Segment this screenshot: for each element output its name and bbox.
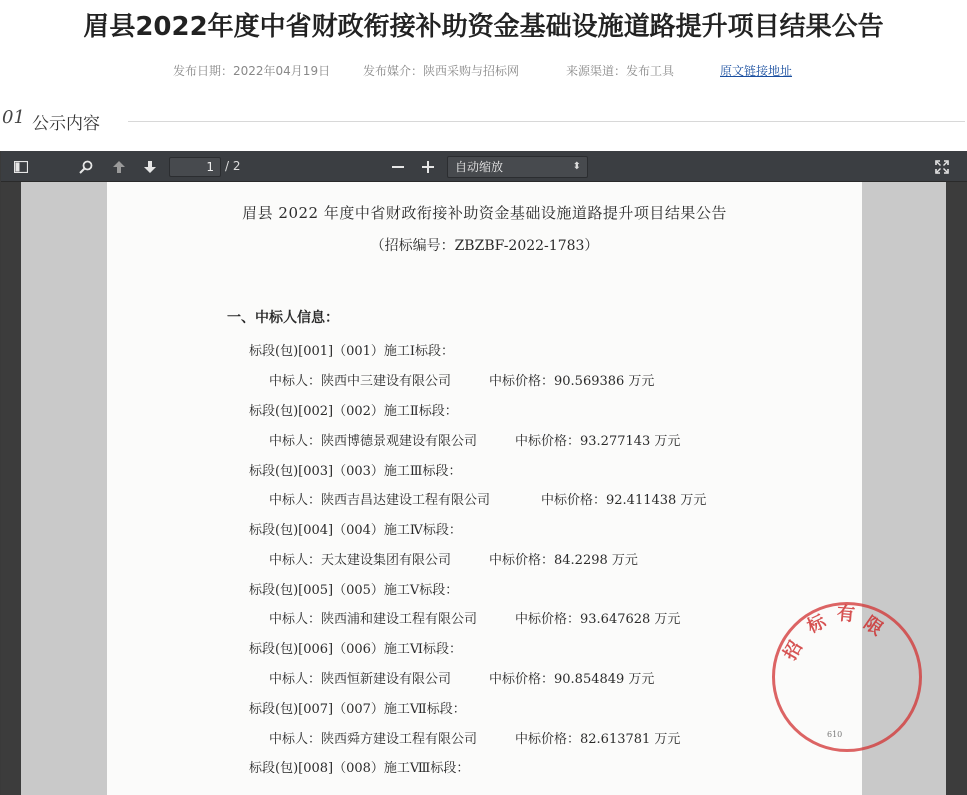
winner-line: 中标人：陕西吉昌达建设工程有限公司 <box>269 493 491 508</box>
lot-line: 标段(包)[004]（004）施工Ⅳ标段： <box>249 523 462 538</box>
winner-line: 中标人：陕西恒新建设有限公司 <box>269 672 452 687</box>
previous-page-icon[interactable] <box>106 151 132 182</box>
price-line: 中标价格：93.647628 万元 <box>515 612 681 627</box>
lot-line: 标段(包)[003]（003）施工Ⅲ标段： <box>249 464 462 479</box>
original-link[interactable]: 原文链接地址 <box>720 64 793 78</box>
seal-char: 限 <box>859 612 887 640</box>
winner-line: 中标人：天太建设集团有限公司 <box>269 553 452 568</box>
page-title: 眉县2022年度中省财政衔接补助资金基础设施道路提升项目结果公告 <box>83 12 884 42</box>
page-total: / 2 <box>225 159 241 173</box>
lot-line: 标段(包)[008]（008）施工Ⅷ标段： <box>249 761 470 776</box>
fullscreen-icon[interactable] <box>929 151 955 182</box>
sidebar-toggle-icon[interactable] <box>8 151 34 182</box>
price-line: 中标价格：93.277143 万元 <box>515 434 681 449</box>
pdf-toolbar <box>1 151 967 182</box>
chevron-updown-icon: ⬍ <box>572 161 581 172</box>
zoom-select[interactable] <box>447 156 588 178</box>
zoom-select-value: 自动缩放 <box>455 160 504 174</box>
winner-line: 中标人：陕西博德景观建设有限公司 <box>269 434 478 449</box>
pdf-page <box>21 182 946 795</box>
pdf-document-area[interactable] <box>1 182 967 795</box>
price-line: 中标价格：84.2298 万元 <box>489 553 638 568</box>
page-number-input[interactable]: 1 <box>169 157 221 177</box>
winner-line: 中标人：陕西浦和建设工程有限公司 <box>269 612 478 627</box>
document-subtitle: （招标编号：ZBZBF-2022-1783） <box>370 238 599 254</box>
pdf-viewer <box>0 151 967 795</box>
scanned-document <box>107 182 887 795</box>
publish-date: 发布日期：2022年04月19日 <box>173 64 331 78</box>
section-number: 01 <box>2 107 25 128</box>
winner-line: 中标人：陕西舜方建设工程有限公司 <box>269 732 478 747</box>
lot-line: 标段(包)[006]（006）施工Ⅵ标段： <box>249 642 462 657</box>
price-line: 中标价格：90.569386 万元 <box>489 374 655 389</box>
source-channel: 来源渠道：发布工具 <box>566 64 675 78</box>
zoom-out-icon[interactable] <box>385 151 411 182</box>
document-title: 眉县 2022 年度中省财政衔接补助资金基础设施道路提升项目结果公告 <box>242 204 727 222</box>
section-divider <box>128 121 965 122</box>
seal-code: 610 <box>827 730 843 739</box>
seal-char: 标 <box>804 611 830 638</box>
price-line: 中标价格：90.854849 万元 <box>489 672 655 687</box>
winner-line: 中标人：陕西中三建设有限公司 <box>269 374 452 389</box>
document-heading: 一、中标人信息： <box>227 310 339 326</box>
lot-line: 标段(包)[005]（005）施工Ⅴ标段： <box>249 583 459 598</box>
section-header <box>0 107 967 133</box>
seal-char: 有 <box>835 603 856 626</box>
zoom-in-icon[interactable] <box>415 151 441 182</box>
lot-line: 标段(包)[001]（001）施工Ⅰ标段： <box>249 344 455 359</box>
section-label: 公示内容 <box>32 114 100 134</box>
lot-line: 标段(包)[007]（007）施工Ⅶ标段： <box>249 702 466 717</box>
price-line: 中标价格：92.411438 万元 <box>541 493 707 508</box>
publish-media: 发布媒介：陕西采购与招标网 <box>363 64 520 78</box>
seal-char: 招 <box>779 637 807 664</box>
price-line: 中标价格：82.613781 万元 <box>515 732 681 747</box>
lot-line: 标段(包)[002]（002）施工Ⅱ标段： <box>249 404 458 419</box>
next-page-icon[interactable] <box>137 151 163 182</box>
search-icon[interactable] <box>73 151 99 182</box>
